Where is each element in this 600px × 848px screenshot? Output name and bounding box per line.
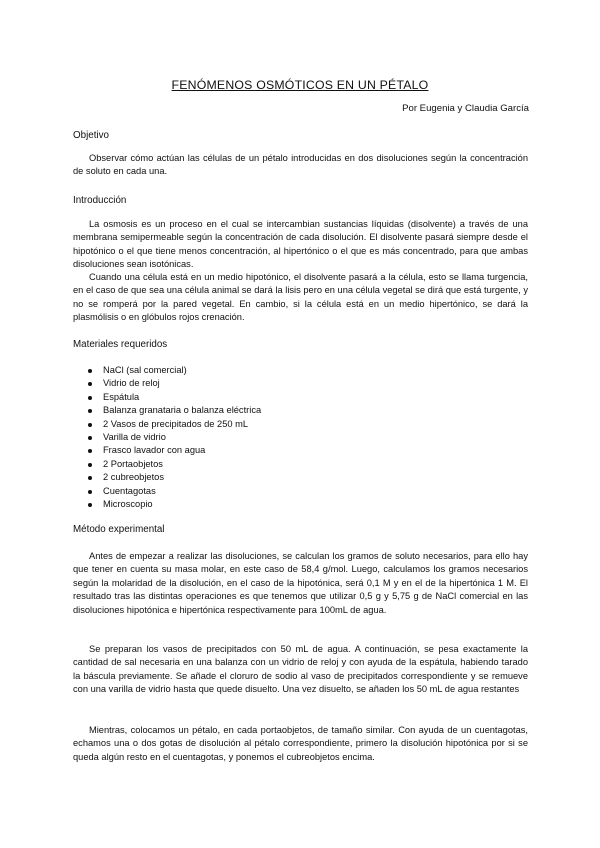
bullet-icon	[88, 436, 92, 440]
material-label: 2 cubreobjetos	[103, 472, 164, 483]
material-label: Cuentagotas	[103, 485, 156, 496]
material-label: 2 Vasos de precipitados de 250 mL	[103, 418, 249, 429]
material-label: Microscopio	[103, 499, 153, 510]
bullet-icon	[88, 449, 92, 453]
list-item	[88, 391, 261, 404]
bullet-icon	[88, 476, 92, 480]
introduction-heading: Introducción	[73, 195, 127, 206]
method-paragraph-2: Se preparan los vasos de precipitados con 50 mL de agua. A continuación, se pesa exactamente la cantidad de sal necesaria en una balanza con un vidrio de reloj y con ayuda de la espátula, habiendo tarado la báscula previamente. Se añade el cloruro de sodio al vaso de precipitados correspondiente y se remueve con una varilla de vidrio hasta que quede disuelto. Una vez disuelto, se añaden los 50 mL de agua restantes	[73, 644, 528, 695]
method-paragraph-3: Mientras, colocamos un pétalo, en cada portaobjetos, de tamaño similar. Con ayuda de un cuentagotas, echamos una o dos gotas de disolución al pétalo correspondiente, primero la disolución hipotónica por si se queda algún resto en el cuentagotas, y ponemos el cubreobjetos encima.	[73, 725, 528, 762]
list-item	[88, 471, 261, 484]
introduction-paragraph-1: La osmosis es un proceso en el cual se intercambian sustancias líquidas (disolvente) a través de una membrana semipermeable según la concentración de cada disolución. El disolvente pasará siempre desde el hipotónico o el que tiene menos concentración, al hipertónico o el que es más concentrado, para que ambas disoluciones sean isotónicas.	[73, 219, 528, 270]
list-item	[88, 404, 261, 417]
material-label: 2 Portaobjetos	[103, 458, 163, 469]
material-label: Frasco lavador con agua	[103, 445, 206, 456]
material-label: Balanza granataria o balanza eléctrica	[103, 405, 262, 416]
list-item	[88, 431, 261, 444]
material-label: Vidrio de reloj	[103, 378, 160, 389]
list-item	[88, 485, 261, 498]
document-title: FENÓMENOS OSMÓTICOS EN UN PÉTALO	[171, 78, 429, 92]
list-item	[88, 377, 261, 390]
bullet-icon	[88, 382, 92, 386]
list-item	[88, 364, 261, 377]
material-label: Espátula	[103, 391, 140, 402]
list-item	[88, 498, 261, 511]
materials-list	[88, 364, 261, 511]
method-heading: Método experimental	[73, 524, 165, 535]
material-label: Varilla de vidrio	[103, 432, 166, 443]
list-item	[88, 458, 261, 471]
objective-heading: Objetivo	[73, 130, 109, 141]
bullet-icon	[88, 409, 92, 413]
bullet-icon	[88, 369, 92, 373]
bullet-icon	[88, 490, 92, 494]
list-item	[88, 444, 261, 457]
materials-heading: Materiales requeridos	[73, 339, 168, 350]
bullet-icon	[88, 503, 92, 507]
bullet-icon	[88, 396, 92, 400]
introduction-paragraph-2: Cuando una célula está en un medio hipotónico, el disolvente pasará a la célula, esto se llama turgencia, en el caso de que sea una célula animal se dará la lisis pero en una célula vegetal se dirá que está turgente, y no se romperá por la pared vegetal. En cambio, si la célula está en un medio hipertónico, se dará la plasmólisis o en glóbulos rojos crenación.	[73, 272, 528, 323]
bullet-icon	[88, 423, 92, 427]
objective-text: Observar cómo actúan las células de un pétalo introducidas en dos disoluciones según la concentración de soluto en cada una.	[73, 153, 528, 177]
bullet-icon	[88, 463, 92, 467]
document-authors: Por Eugenia y Claudia García	[402, 103, 529, 114]
method-paragraph-1: Antes de empezar a realizar las disoluciones, se calculan los gramos de soluto necesarios, para ello hay que tener en cuenta su masa molar, en este caso de 58,4 g/mol. Luego, calculamos los gramos necesarios según la molaridad de la disolución, en el caso de la hipotónica, será 0,1 M y en el de la hipertónica 1 M. El resultado tras las distintas operaciones es que tenemos que utilizar 0,5 g y 5,75 g de NaCl comercial en las disoluciones hipotónica e hipertónica respectivamente para 100mL de agua.	[73, 551, 528, 615]
list-item	[88, 418, 261, 431]
material-label: NaCl (sal comercial)	[103, 365, 187, 375]
